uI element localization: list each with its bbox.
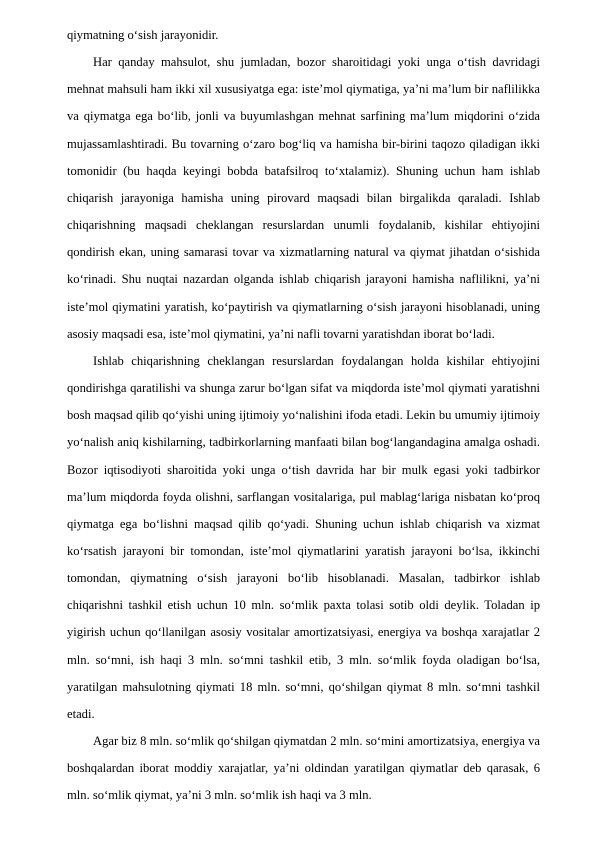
paragraph-product-properties: Har qanday mahsulot, shu jumladan, bozor sharoitidagi yoki unga o‘tish davridagi mehnat mahsuli ham ikki xil xususiyatga ega: iste’mol qiymatiga, ya’ni ma’lum bir naflilikka va qiymatga ega bo‘lib, jonli va buyumlashgan mehnat sarfining ma’lum miqdorini o‘zida mujassamlashtiradi. Bu tovarning o‘zaro bog‘liq va hamisha bir-birini taqozo qiladigan ikki tomonidir (bu haqda keyingi bobda batafsilroq to‘xtalamiz). Shuning uchun ham ishlab chiqarish jarayoniga hamisha uning pirovard maqsadi bilan birgalikda qaraladi. Ishlab chiqarishning maqsadi cheklangan resurslardan unumli foydalanib, kishilar ehtiyojini qondirish ekan, uning samarasi tovar va xizmatlarning natural va qiymat jihatdan o‘sishida ko‘rinadi. Shu nuqtai nazardan olganda ishlab chiqarish jarayoni hamisha naflilikni, ya’ni iste’mol qiymatini yaratish, ko‘paytirish va qiymatlarning o‘sish jarayoni hisoblanadi, uning asosiy maqsadi esa, iste’mol qiymatini, ya’ni nafli tovarni yaratishdan iborat bo‘ladi. <box>67 55 540 341</box>
document-page <box>67 22 540 810</box>
paragraph-continuation: qiymatning o‘sish jarayonidir. <box>67 28 219 42</box>
paragraph-added-value: Agar biz 8 mln. so‘mlik qo‘shilgan qiymatdan 2 mln. so‘mini amortizatsiya, energiya va boshqalardan iborat moddiy xarajatlar, ya’ni oldindan yaratilgan qiymatlar deb qarasak, 6 mln. so‘mlik qiymat, ya’ni 3 mln. so‘mlik ish haqi va 3 mln. <box>67 734 540 803</box>
paragraph-production-goal: Ishlab chiqarishning cheklangan resurslardan foydalangan holda kishilar ehtiyojini qondirishga qaratilishi va shunga zarur bo‘lgan sifat va miqdorda iste’mol qiymati yaratishni bosh maqsad qilib qo‘yishi uning ijtimoiy yo‘nalishini ifoda etadi. Lekin bu umumiy ijtimoiy yo‘nalish aniq kishilarning, tadbirkorlarning manfaati bilan bog‘langandagina amalga oshadi. Bozor iqtisodiyoti sharoitida yoki unga o‘tish davrida har bir mulk egasi yoki tadbirkor ma’lum miqdorda foyda olishni, sarflangan vositalariga, pul mablag‘lariga nisbatan ko‘proq qiymatga ega bo‘lishni maqsad qilib qo‘yadi. Shuning uchun ishlab chiqarish va xizmat ko‘rsatish jarayoni bir tomondan, iste’mol qiymatlarini yaratish jarayoni bo‘lsa, ikkinchi tomondan, qiymatning o‘sish jarayoni bo‘lib hisoblanadi. Masalan, tadbirkor ishlab chiqarishni tashkil etish uchun 10 mln. so‘mlik paxta tolasi sotib oldi deylik. Toladan ip yigirish uchun qo‘llanilgan asosiy vositalar amortizatsiyasi, energiya va boshqa xarajatlar 2 mln. so‘mni, ish haqi 3 mln. so‘mni tashkil etib, 3 mln. so‘mlik foyda oladigan bo‘lsa, yaratilgan mahsulotning qiymati 18 mln. so‘mni, qo‘shilgan qiymat 8 mln. so‘mni tashkil etadi. <box>67 353 540 721</box>
